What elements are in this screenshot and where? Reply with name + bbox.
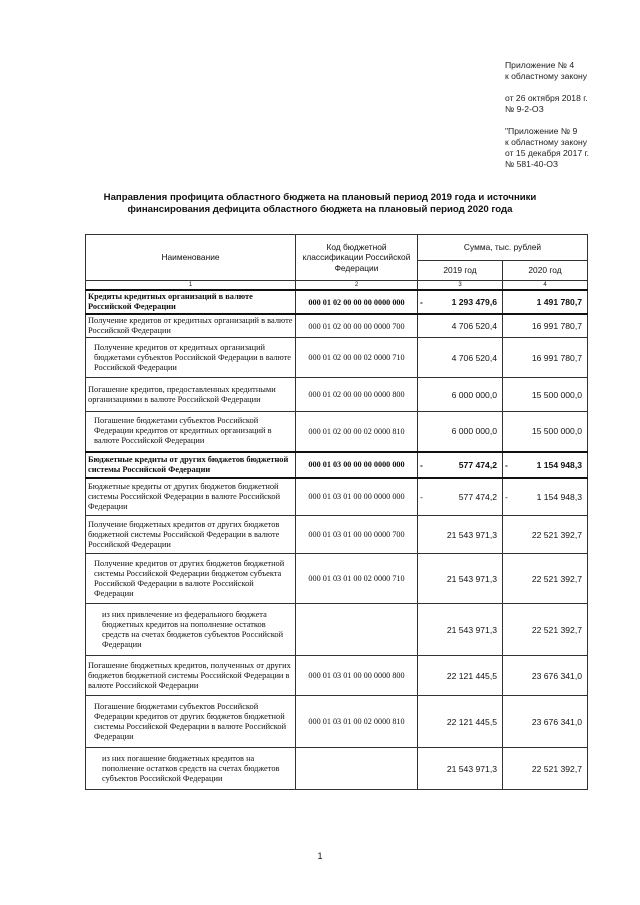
row-amount-2019 <box>418 696 503 748</box>
row-name: из них погашение бюджетных кредитов на пополнение остатков средств на счетах бюджетов субъектов Российской Федерации <box>86 748 296 790</box>
row-name: из них привлечение из федерального бюджета бюджетных кредитов на пополнение остатков средств на счетах бюджетов субъектов Российской Федерации <box>86 604 296 656</box>
header-sum: Сумма, тыс. рублей <box>418 235 588 261</box>
table-row <box>86 290 588 314</box>
amount-value: 6 000 000,0 <box>451 426 497 437</box>
amount-value: 22 121 445,5 <box>446 716 497 727</box>
row-name: Получение кредитов от кредитных организаций бюджетами субъектов Российской Федерации в валюте Российской Федерации <box>86 338 296 378</box>
row-code: 000 01 03 00 00 00 0000 000 <box>296 452 418 478</box>
row-amount-2020 <box>503 290 588 314</box>
table-row <box>86 478 588 516</box>
row-code: 000 01 02 00 00 00 0000 800 <box>296 378 418 412</box>
minus-sign: - <box>420 459 423 470</box>
table-row <box>86 452 588 478</box>
header-code: Код бюджетной классификации Российской Федерации <box>296 235 418 281</box>
amount-value: 16 991 780,7 <box>531 352 582 363</box>
row-amount-2020 <box>503 748 588 790</box>
amount-value: 23 676 341,0 <box>531 716 582 727</box>
table-row <box>86 696 588 748</box>
row-amount-2019 <box>418 338 503 378</box>
row-code: 000 01 03 01 00 00 0000 000 <box>296 478 418 516</box>
amount-value: 1 154 948,3 <box>536 491 582 502</box>
row-name: Получение бюджетных кредитов от других бюджетов бюджетной системы Российской Федерации в валюте Российской Федерации <box>86 516 296 554</box>
table-row <box>86 516 588 554</box>
amount-value: 577 474,2 <box>458 459 497 470</box>
col-number-2: 2 <box>296 281 418 291</box>
appendix-law-ref: к областному закону <box>505 71 588 81</box>
row-code: 000 01 02 00 00 00 0000 000 <box>296 290 418 314</box>
amount-value: 23 676 341,0 <box>531 670 582 681</box>
row-amount-2019 <box>418 516 503 554</box>
row-amount-2020 <box>503 378 588 412</box>
row-amount-2019 <box>418 290 503 314</box>
table-row <box>86 604 588 656</box>
row-amount-2019 <box>418 314 503 338</box>
row-code <box>296 604 418 656</box>
row-code: 000 01 03 01 00 00 0000 800 <box>296 656 418 696</box>
title-line-1: Направления профицита областного бюджета на плановый период 2019 года и источники <box>103 192 537 203</box>
amount-value: 4 706 520,4 <box>451 352 497 363</box>
row-amount-2020 <box>503 656 588 696</box>
document-title <box>80 192 560 216</box>
appendix-original-number: "Приложение № 9 <box>505 126 578 136</box>
appendix-original-law-number: № 581-40-ОЗ <box>505 159 559 169</box>
header-year-2020: 2020 год <box>503 261 588 281</box>
minus-sign: - <box>505 459 508 470</box>
amount-value: 15 500 000,0 <box>531 389 582 400</box>
row-amount-2019 <box>418 554 503 604</box>
amount-value: 22 521 392,7 <box>531 573 582 584</box>
budget-table <box>85 234 588 790</box>
row-code: 000 01 02 00 00 02 0000 810 <box>296 412 418 452</box>
appendix-number: Приложение № 4 <box>505 60 575 70</box>
minus-sign: - <box>505 491 508 502</box>
amount-value: 22 521 392,7 <box>531 624 582 635</box>
amount-value: 577 474,2 <box>458 491 497 502</box>
amount-value: 1 154 948,3 <box>536 459 582 470</box>
row-name: Погашение бюджетами субъектов Российской Федерации кредитов от других бюджетов бюджетной системы Российской Федерации в валюте Российской Федерации <box>86 696 296 748</box>
row-code: 000 01 03 01 00 02 0000 810 <box>296 696 418 748</box>
table-row <box>86 378 588 412</box>
amount-value: 4 706 520,4 <box>451 321 497 331</box>
row-amount-2020 <box>503 516 588 554</box>
row-amount-2020 <box>503 696 588 748</box>
header-name: Наименование <box>86 235 296 281</box>
row-name: Погашение бюджетных кредитов, полученных от других бюджетов бюджетной системы Российской Федерации в валюте Российской Федерации <box>86 656 296 696</box>
table-row <box>86 554 588 604</box>
row-code: 000 01 03 01 00 00 0000 700 <box>296 516 418 554</box>
row-amount-2020 <box>503 314 588 338</box>
table-row <box>86 748 588 790</box>
amount-value: 21 543 971,3 <box>446 573 497 584</box>
amount-value: 1 293 479,6 <box>451 297 497 307</box>
row-name: Получение кредитов от других бюджетов бюджетной системы Российской Федерации бюджетом субъекта Российской Федерации в валюте Российской Федерации <box>86 554 296 604</box>
row-amount-2020 <box>503 412 588 452</box>
amount-value: 21 543 971,3 <box>446 624 497 635</box>
row-amount-2019 <box>418 378 503 412</box>
row-name: Получение кредитов от кредитных организаций в валюте Российской Федерации <box>86 314 296 338</box>
col-number-1: 1 <box>86 281 296 291</box>
amount-value: 21 543 971,3 <box>446 529 497 540</box>
row-amount-2019 <box>418 412 503 452</box>
appendix-reference <box>505 60 635 170</box>
row-code: 000 01 03 01 00 02 0000 710 <box>296 554 418 604</box>
amount-value: 22 121 445,5 <box>446 670 497 681</box>
amount-value: 6 000 000,0 <box>451 389 497 400</box>
minus-sign: - <box>420 297 423 307</box>
table-row <box>86 314 588 338</box>
row-code: 000 01 02 00 00 00 0000 700 <box>296 314 418 338</box>
page-number: 1 <box>317 851 323 861</box>
row-code <box>296 748 418 790</box>
row-amount-2019 <box>418 656 503 696</box>
row-name: Погашение бюджетами субъектов Российской Федерации кредитов от кредитных организаций в валюте Российской Федерации <box>86 412 296 452</box>
col-number-3: 3 <box>418 281 503 291</box>
amount-value: 1 491 780,7 <box>536 297 582 307</box>
row-name: Погашение кредитов, предоставленных кредитными организациями в валюте Российской Федерации <box>86 378 296 412</box>
amount-value: 21 543 971,3 <box>446 763 497 774</box>
col-number-4: 4 <box>503 281 588 291</box>
row-amount-2020 <box>503 478 588 516</box>
appendix-original-law-ref: к областному закону <box>505 137 588 147</box>
row-code: 000 01 02 00 00 02 0000 710 <box>296 338 418 378</box>
table-row <box>86 656 588 696</box>
row-amount-2019 <box>418 452 503 478</box>
row-amount-2020 <box>503 554 588 604</box>
row-name: Бюджетные кредиты от других бюджетов бюджетной системы Российской Федерации в валюте Российской Федерации <box>86 478 296 516</box>
title-line-2: финансирования дефицита областного бюджета на плановый период 2020 года <box>127 204 513 215</box>
row-amount-2019 <box>418 604 503 656</box>
appendix-original-date: от 15 декабря 2017 г. <box>505 148 590 158</box>
row-amount-2019 <box>418 748 503 790</box>
row-amount-2020 <box>503 604 588 656</box>
minus-sign: - <box>420 491 423 502</box>
row-amount-2020 <box>503 452 588 478</box>
header-year-2019: 2019 год <box>418 261 503 281</box>
table-row <box>86 338 588 378</box>
table-row <box>86 412 588 452</box>
appendix-law-number: № 9-2-ОЗ <box>505 104 544 114</box>
row-amount-2019 <box>418 478 503 516</box>
amount-value: 16 991 780,7 <box>531 321 582 331</box>
appendix-date: от 26 октября 2018 г. <box>505 93 588 103</box>
row-amount-2020 <box>503 338 588 378</box>
row-name: Бюджетные кредиты от других бюджетов бюджетной системы Российской Федерации <box>86 452 296 478</box>
amount-value: 22 521 392,7 <box>531 763 582 774</box>
amount-value: 22 521 392,7 <box>531 529 582 540</box>
amount-value: 15 500 000,0 <box>531 426 582 437</box>
row-name: Кредиты кредитных организаций в валюте Российской Федерации <box>86 290 296 314</box>
